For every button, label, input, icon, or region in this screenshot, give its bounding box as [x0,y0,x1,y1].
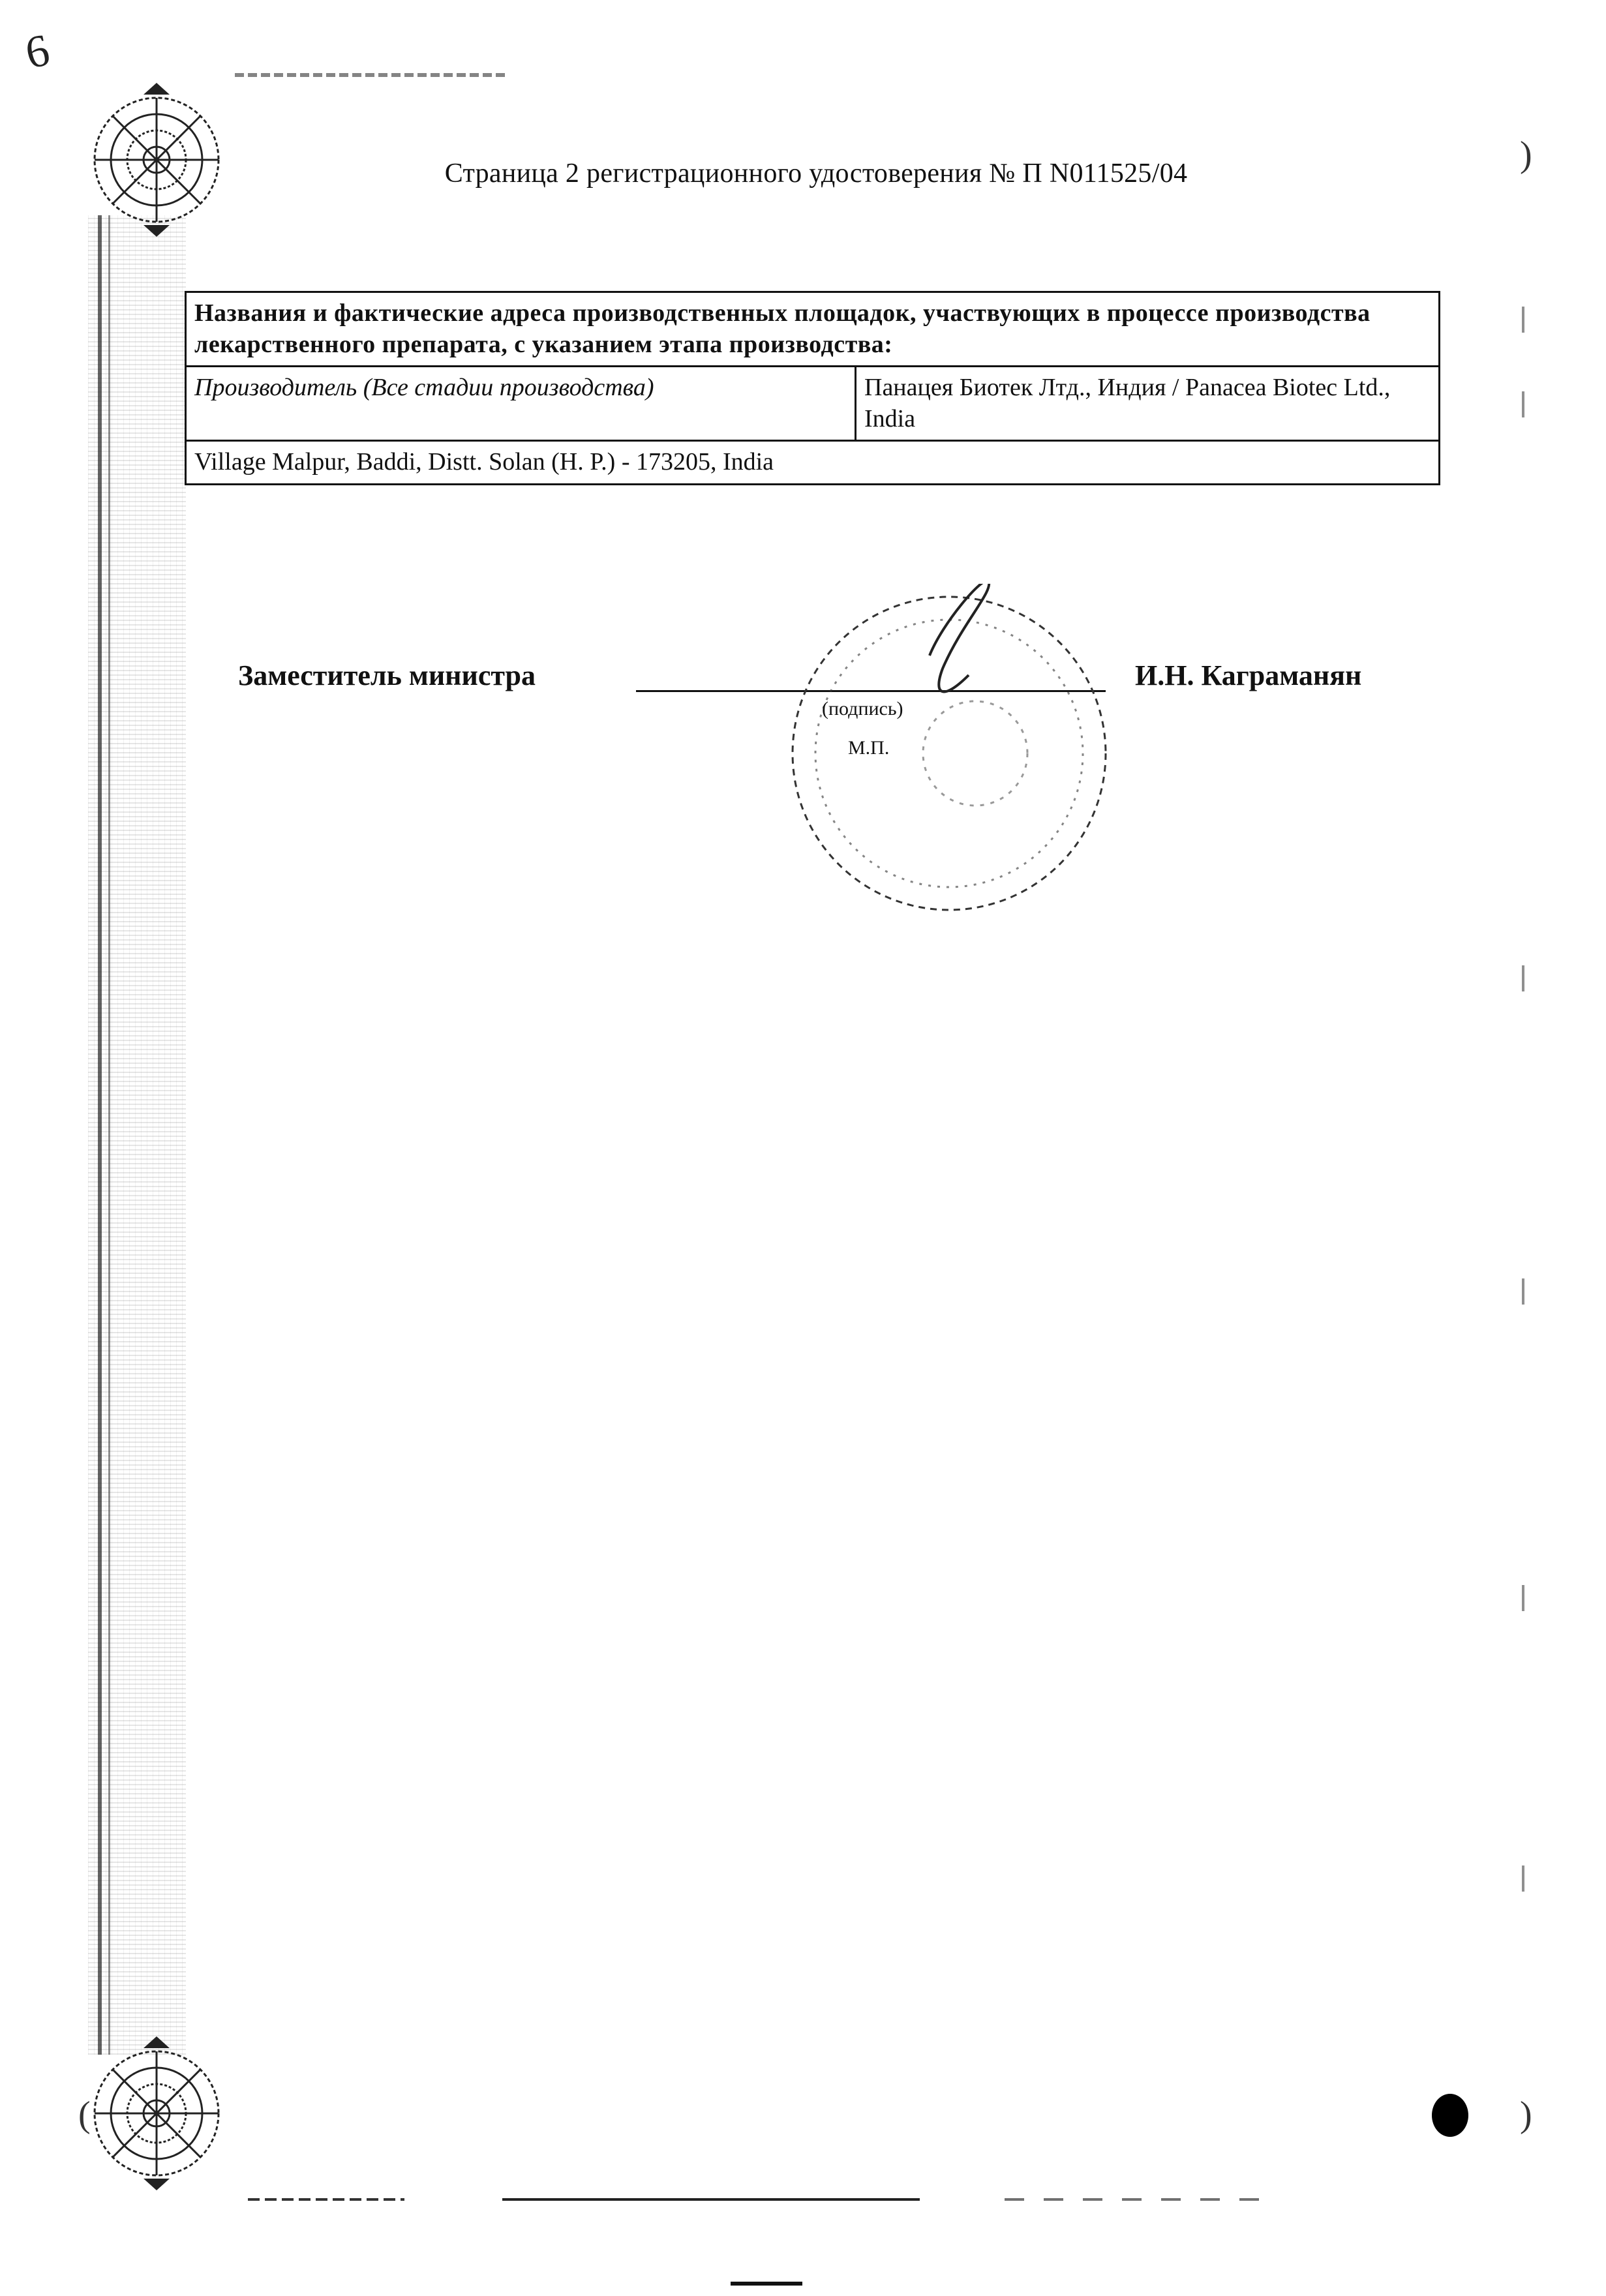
decorative-rule [1005,2198,1279,2201]
border-line [108,215,110,2055]
edge-mark [1522,307,1524,333]
manufacturer-address: Village Malpur, Baddi, Distt. Solan (H. P.) - 173205, India [186,441,1440,485]
manufacturer-label: Производитель (Все стадии производства) [186,367,856,441]
handwritten-page-number: 6 [21,25,54,79]
production-sites-table [185,291,1440,485]
signatory-position: Заместитель министра [238,659,536,691]
guilloche-border [88,215,186,2055]
official-seal-stamp [780,584,1119,923]
signature-caption: (подпись) [822,698,903,719]
margin-mark: ( [78,2094,91,2135]
border-line [98,215,102,2055]
footer-mark [731,2282,802,2286]
manufacturer-name: Панацея Биотек Лтд., Индия / Panacea Biotec Ltd., India [856,367,1440,441]
edge-mark [1522,1278,1524,1305]
table-title: Названия и фактические адреса производственных площадок, участвующих в процессе производства лекарственного препарата, с указанием этапа производства: [186,292,1440,367]
ink-blot [1432,2094,1468,2137]
rosette-ornament-bottom [78,2035,235,2192]
decorative-rule [248,2198,404,2201]
seal-caption: М.П. [848,737,890,759]
decorative-rule [502,2198,920,2201]
edge-mark [1522,965,1524,991]
edge-mark [1522,391,1524,417]
edge-mark [1522,1585,1524,1611]
decorative-rule [235,73,509,77]
margin-mark: ) [1520,2094,1532,2135]
signatory-name: И.Н. Каграманян [1135,659,1362,691]
edge-mark [1522,1865,1524,1892]
page-header: Страница 2 регистрационного удостоверения № П N011525/04 [444,159,1188,189]
margin-mark: ) [1520,134,1532,175]
